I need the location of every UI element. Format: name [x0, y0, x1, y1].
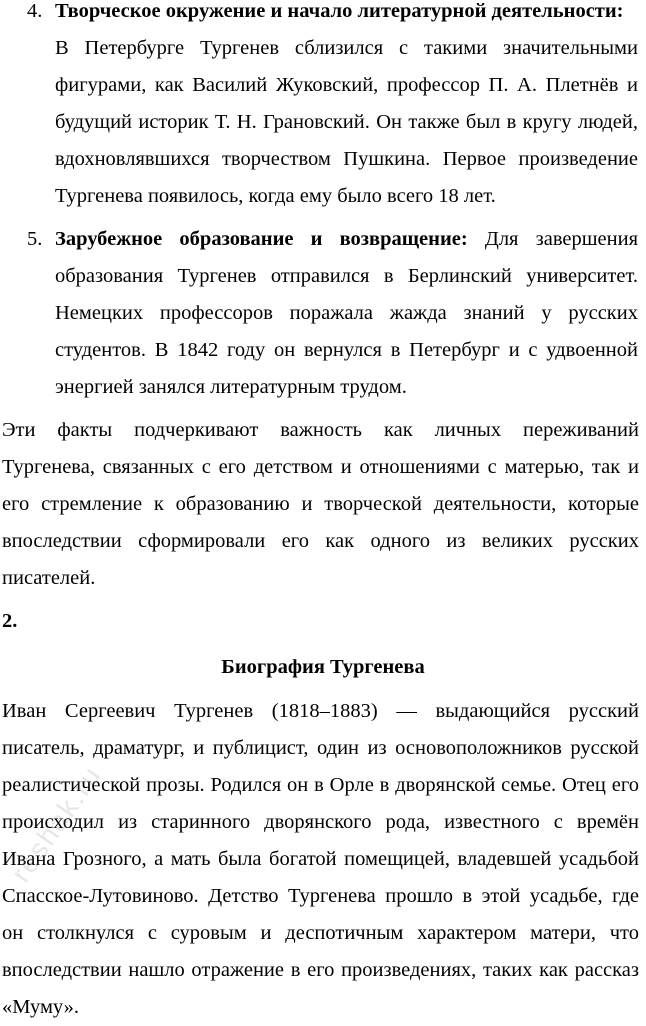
- paragraph-line: реалистической прозы. Родился он в Орле в дворянской семье. Отец его: [2, 774, 639, 796]
- paragraph-line: писатель, драматург, и публицист, один из основоположников русской: [2, 737, 639, 759]
- list-item-line: студентов. В 1842 году он вернулся в Петербург и с удвоенной: [55, 339, 638, 361]
- list-number: 4.: [27, 0, 43, 22]
- list-item-line: вдохновлявшихся творчеством Пушкина. Первое произведение: [55, 148, 638, 170]
- list-item-line: В Петербурге Тургенев сблизился с такими значительными: [55, 37, 638, 59]
- list-item-line: будущий историк Т. Н. Грановский. Он также был в кругу людей,: [55, 111, 638, 133]
- list-item-line: энергией занялся литературным трудом.: [55, 376, 407, 398]
- paragraph-line: впоследствии сформировали его как одного из великих русских: [2, 530, 639, 552]
- paragraph-line: он столкнулся с суровым и деспотичным характером матери, что: [2, 922, 639, 944]
- paragraph-line: Ивана Грозного, а мать была богатой помещицей, владевшей усадьбой: [2, 848, 639, 870]
- list-item-line: Тургенева появилось, когда ему было всего 18 лет.: [55, 185, 496, 207]
- list-item-4: [0, 0, 646, 215]
- section-number: 2.: [2, 610, 18, 632]
- biography-paragraph: [0, 693, 646, 1026]
- list-item-line: фигурами, как Василий Жуковский, профессор П. А. Плетнёв и: [55, 74, 638, 96]
- watermark: reshak.ru: [5, 759, 108, 888]
- paragraph-line: его стремление к образованию и творческой деятельности, которые: [2, 493, 639, 515]
- paragraph-line: происходил из старинного дворянского рода, известного с времён: [2, 811, 639, 833]
- list-item-line: Немецких профессоров поражала жажда знаний у русских: [55, 302, 638, 324]
- paragraph-line: «Муму».: [2, 996, 80, 1018]
- paragraph-line: Спасское-Лутовиново. Детство Тургенева прошло в этой усадьбе, где: [2, 885, 639, 907]
- list-item-line: образования Тургенев отправился в Берлинский университет.: [55, 265, 638, 287]
- list-item-5: [0, 221, 646, 406]
- paragraph-line: Тургенева, связанных с его детством и отношениями с матерью, так и: [2, 456, 639, 478]
- section-title: Биография Тургенева: [221, 656, 425, 678]
- paragraph-line: писателей.: [2, 567, 96, 589]
- paragraph-line: Эти факты подчеркивают важность как личных переживаний: [2, 419, 639, 441]
- list-item-heading: Зарубежное образование и возвращение: Для завершения: [55, 228, 638, 250]
- paragraph-line: Иван Сергеевич Тургенев (1818–1883) — выдающийся русский: [2, 700, 639, 722]
- list-item-heading: Творческое окружение и начало литературной деятельности:: [55, 0, 624, 22]
- list-number: 5.: [27, 228, 43, 250]
- paragraph-line: впоследствии нашло отражение в его произведениях, таких как рассказ: [2, 959, 639, 981]
- summary-paragraph: [0, 412, 646, 597]
